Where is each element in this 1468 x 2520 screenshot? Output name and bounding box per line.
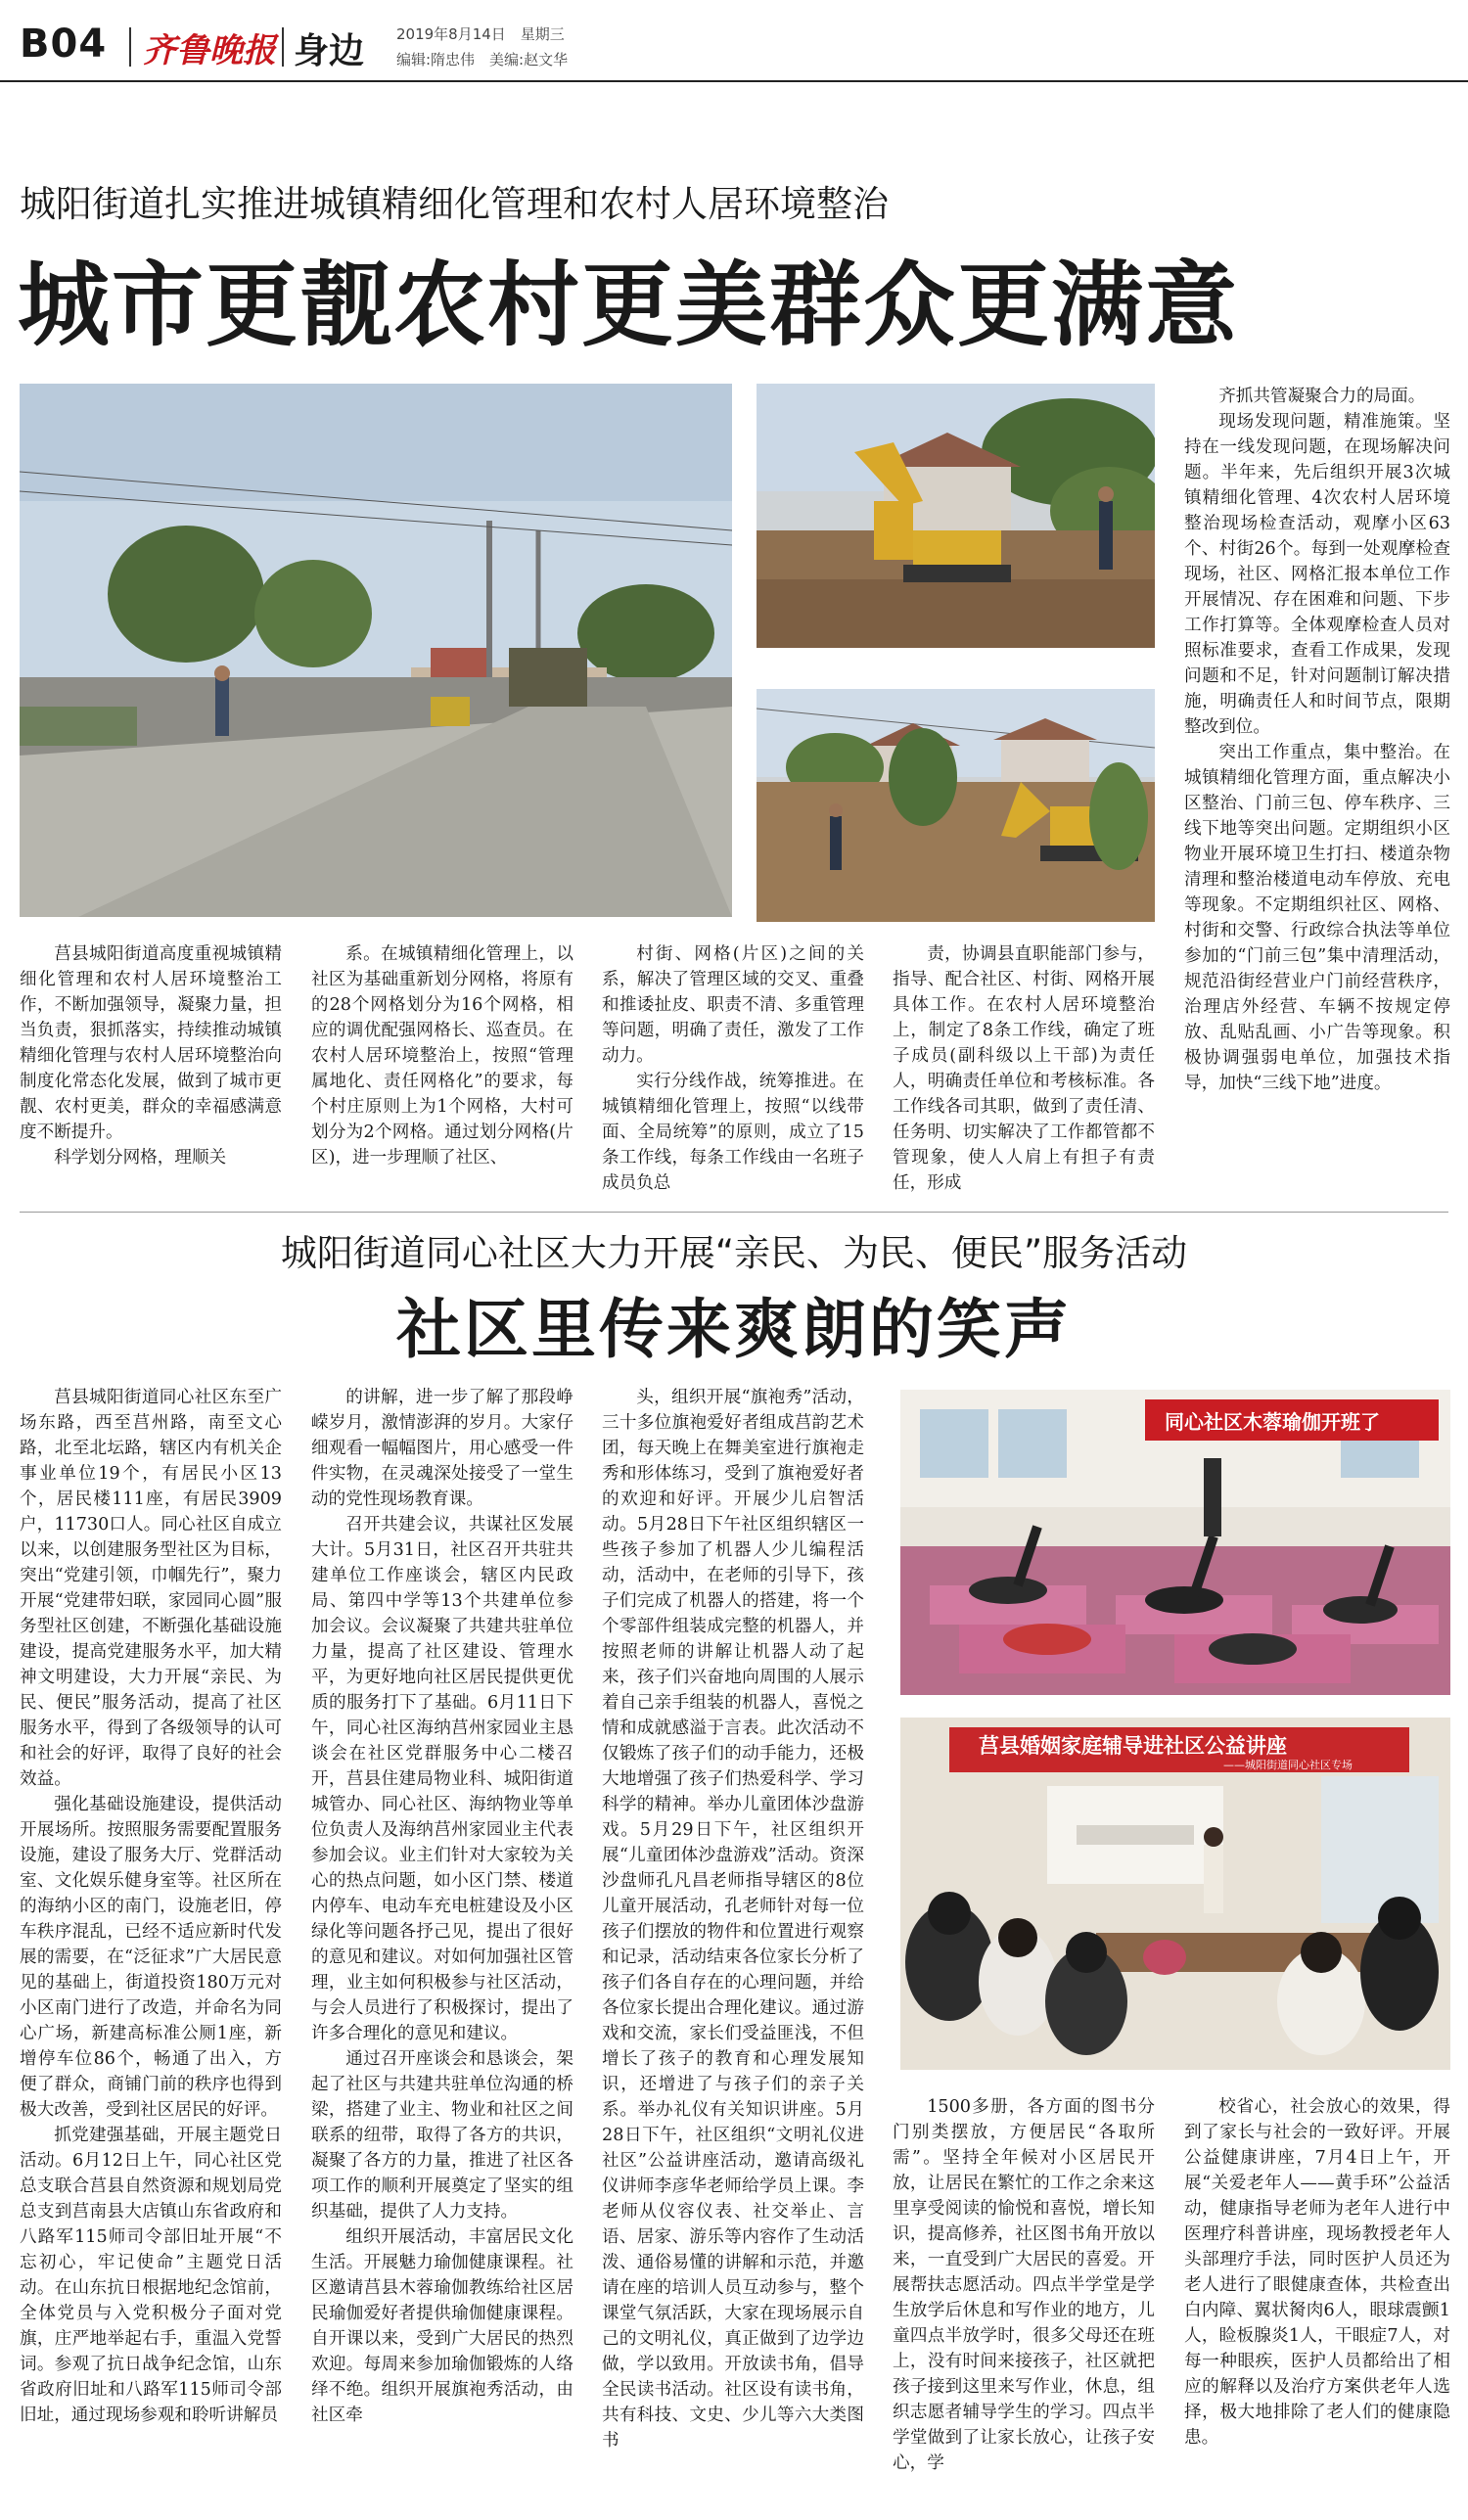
story2-kicker: 城阳街道同心社区大力开展“亲民、为民、便民”服务活动 xyxy=(280,1232,1188,1274)
photo-excavator-2 xyxy=(757,689,1155,922)
story-separator xyxy=(20,1212,1448,1213)
paragraph: 召开共建会议，共谋社区发展大计。5月31日，社区召开共驻共建单位工作座谈会，辖区内民政局、第四中学等13个共建单位参加会议。会议凝聚了共建共驻单位力量，提高了社区建设、管理水平，为更好地向社区居民提供更优质的服务打下了基础。6月11日下午，同心社区海纳莒州家园业主恳谈会在社区党群服务中心二楼召开，莒县住建局物业科、城阳街道城管办、同心社区、海纳物业等单位负责人及海纳莒州家园业主代表参加会议。业主们针对大家较为关心的热点问题，如小区门禁、楼道内停车、电动车充电桩建设及小区绿化等问题各抒己见，提出了很好的意见和建议。对如何加强社区管理，业主如何积极参与社区活动，与会人员进行了积极探讨，提出了许多合理化的意见和建议。 xyxy=(311,1515,573,2043)
photo-yoga-class xyxy=(900,1390,1450,1695)
yoga-banner-text: 同心社区木蓉瑜伽开班了 xyxy=(1165,1410,1380,1434)
story1-column-2: 系。在城镇精细化管理上，以社区为基础重新划分网格，将原有的28个网格划分为16个网格，相应的调优配强网格长、巡查员。在农村人居环境整治上，按照“管理属地化、责任网格化”的要求，每个村庄原则上为1个网格，大村可划分为2个网格。通过划分网格(片区)，进一步理顺了社区、 xyxy=(311,944,573,1168)
photo-excavator-1 xyxy=(757,384,1155,648)
photo-road-paving xyxy=(20,384,732,917)
lecture-banner-title: 莒县婚姻家庭辅导进社区公益讲座 xyxy=(979,1734,1287,1758)
story2-column-4: 1500多册，各方面的图书分门别类摆放，方便居民“各取所需”。坚持全年候对小区居民开放，让居民在繁忙的工作之余来这里享受阅读的愉悦和喜悦，增长知识，提高修养，社区图书角开放以来，一直受到广大居民的喜爱。开展帮扶志愿活动。四点半学堂是学生放学后休息和写作业的地方，儿童四点半放学时，很多父母还在班上，没有时间来接孩子，社区就把孩子接到这里来写作业，休息，组织志愿者辅导学生的学习。四点半学堂做到了让家长放心，让孩子安心，学 xyxy=(893,2097,1155,2473)
paragraph: 现场发现问题，精准施策。坚持在一线发现问题，在现场解决问题。半年来，先后组织开展3次城镇精细化管理、4次农村人居环境整治现场检查活动，观摩小区63个、村街26个。每到一处观摩检查现场，社区、网格汇报本单位工作开展情况、存在困难和问题、下步工作打算等。全体观摩检查人员对照标准要求，查看工作成果，发现问题和不足，针对问题制订解决措施，明确责任人和时间节点，限期整改到位。 xyxy=(1184,412,1450,737)
story1-column-3 xyxy=(602,941,864,1201)
paragraph: 通过召开座谈会和恳谈会，架起了社区与共建共驻单位沟通的桥梁，搭建了业主、物业和社区之间联系的纽带，取得了各方的共识，凝聚了各方的力量，推进了社区各项工作的顺利开展奠定了坚实的组织基础，提供了人力支持。 xyxy=(311,2049,573,2222)
masthead-rule xyxy=(0,80,1468,82)
paragraph: 村街、网格(片区)之间的关系，解决了管理区域的交叉、重叠和推诿扯皮、职责不清、多重管理等问题，明确了责任，激发了工作动力。 xyxy=(602,944,864,1066)
paragraph: 实行分线作战，统筹推进。在城镇精细化管理上，按照“以线带面、全局统筹”的原则，成立了15条工作线，每条工作线由一名班子成员负总 xyxy=(602,1072,864,1193)
divider xyxy=(282,27,284,67)
photo-lecture xyxy=(900,1718,1450,2070)
paragraph: 莒县城阳街道高度重视城镇精细化管理和农村人居环境整治工作，不断加强领导，凝聚力量，担当负责，狠抓落实，持续推动城镇精细化管理与农村人居环境整治向制度化常态化发展，做到了城市更靓、农村更美，群众的幸福感满意度不断提升。 xyxy=(20,944,282,1142)
paragraph: 抓党建强基础，开展主题党日活动。6月12日上午，同心社区党总支联合莒县自然资源和规划局党总支到莒南县大店镇山东省政府和八路军115师司令部旧址开展“不忘初心，牢记使命”主题党日活动。在山东抗日根据地纪念馆前，全体党员与入党积极分子面对党旗，庄严地举起右手，重温入党誓词。参观了抗日战争纪念馆，山东省政府旧址和八路军115师司令部旧址，通过现场参观和聆听讲解员 xyxy=(20,2126,282,2425)
paragraph: 突出工作重点，集中整治。在城镇精细化管理方面，重点解决小区整治、门前三包、停车秩序、三线下地等突出问题。定期组织小区物业开展环境卫生打扫、楼道杂物清理和整治楼道电动车停放、充电等现象。不定期组织社区、网格、村街和交警、行政综合执法等单位参加的“门前三包”集中清理活动，规范沿街经营业户门前经营秩序，治理店外经营、车辆不按规定停放、乱贴乱画、小广告等现象。积极协调强弱电单位，加强技术指导，加快“三线下地”进度。 xyxy=(1184,743,1450,1093)
story2-headline: 社区里传来爽朗的笑声 xyxy=(396,1292,1072,1367)
story2-column-3: 头，组织开展“旗袍秀”活动，三十多位旗袍爱好者组成莒韵艺术团，每天晚上在舞美室进行旗袍走秀和形体练习，受到了旗袍爱好者的欢迎和好评。开展少儿启智活动。5月28日下午社区组织辖区一些孩子参加了机器人少儿编程活动，活动中，在老师的引导下，孩子们完成了机器人的搭建，将一个个零部件组装成完整的机器人，并按照老师的讲解让机器人动了起来，孩子们兴奋地向周围的人展示着自己亲手组装的机器人，喜悦之情和成就感溢于言表。此次活动不仅锻炼了孩子们的动手能力，还极大地增强了孩子们热爱科学、学习科学的精神。举办儿童团体沙盘游戏。5月29日下午，社区组织开展“儿童团体沙盘游戏”活动。资深沙盘师孔凡昌老师指导辖区的8位儿童开展活动，孔老师针对每一位孩子们摆放的物件和位置进行观察和记录，活动结束各位家长分析了孩子们各自存在的心理问题，并给各位家长提出合理化建议。通过游戏和交流，家长们受益匪浅，不但增长了孩子的教育和心理发展知识，还增进了与孩子们的亲子关系。举办礼仪有关知识讲座。5月28日下午，社区组织“文明礼仪进社区”公益讲座活动，邀请高级礼仪讲师李彦华老师给学员上课。李老师从仪容仪表、社交举止、言语、居家、游乐等内容作了生动活泼、通俗易懂的讲解和示范，并邀请在座的培训人员互动参与，整个课堂气氛活跃，大家在现场展示自己的文明礼仪，真正做到了边学边做，学以致用。开放读书角，倡导全民读书活动。社区设有读书角，共有科技、文史、少儿等六大类图书 xyxy=(602,1388,864,2451)
paragraph: 的讲解，进一步了解了那段峥嵘岁月，激情澎湃的岁月。大家仔细观看一幅幅图片，用心感受一件件实物，在灵魂深处接受了一堂生动的党性现场教育课。 xyxy=(311,1388,573,1509)
divider xyxy=(129,27,131,67)
section-title: 身边 xyxy=(294,31,365,71)
date-line: 2019年8月14日 星期三 xyxy=(396,25,565,43)
paragraph: 齐抓共管凝聚合力的局面。 xyxy=(1218,387,1426,406)
paragraph: 强化基础设施建设，提供活动开展场所。按照服务需要配置服务设施，建设了服务大厅、党群活动室、文化娱乐健身室等。社区所在的海纳小区的南门，设施老旧，停车秩序混乱，已经不适应新时代发展的需要，在“泛征求”广大居民意见的基础上，街道投资180万元对小区南门进行了改造，并命名为同心广场，新建高标准公厕1座，新增停车位86个，畅通了出入，方便了群众，商铺门前的秩序也得到极大改善，受到社区居民的好评。 xyxy=(20,1795,282,2120)
lecture-banner-subtitle: ——城阳街道同心社区专场 xyxy=(1223,1759,1353,1771)
story2-column-1 xyxy=(20,1385,282,2498)
story1-column-4: 责，协调县直职能部门参与，指导、配合社区、村街、网格开展具体工作。在农村人居环境整治上，制定了8条工作线，确定了班子成员(副科级以上干部)为责任人，明确责任单位和考核标准。各工作线各司其职，做到了责任清、任务明、切实解决了工作都管都不管现象，使人人肩上有担子有责任，形成 xyxy=(893,944,1155,1193)
story1-kicker: 城阳街道扎实推进城镇精细化管理和农村人居环境整治 xyxy=(20,183,889,225)
paragraph: 莒县城阳街道同心社区东至广场东路，西至莒州路，南至文心路，北至北坛路，辖区内有机关企事业单位19个，有居民小区13个，居民楼111座，有居民3909户，11730口人。同心社区自成立以来，以创建服务型社区为目标，突出“党建引领，巾帼先行”，聚力开展“党建带妇联，家园同心圆”服务型社区创建，不断强化基础设施建设，提高党建服务水平，加大精神文明建设，大力开展“亲民、为民、便民”服务活动，提高了社区服务水平，得到了各级领导的认可和社会的好评，取得了良好的社会效益。 xyxy=(20,1388,282,1789)
story1-column-1 xyxy=(20,941,282,1201)
newspaper-logo: 齐鲁晚报 xyxy=(143,31,276,70)
page-number: B04 xyxy=(20,22,108,67)
editors-line: 编辑:隋忠伟 美编:赵文华 xyxy=(396,51,569,69)
story2-column-5: 校省心，社会放心的效果，得到了家长与社会的一致好评。开展公益健康讲座，7月4日上午，开展“关爱老年人——黄手环”公益活动，健康指导老师为老年人进行中医理疗科普讲座，现场教授老年人头部理疗手法，同时医护人员还为老人进行了眼健康查体，共检查出白内障、翼状胬肉6人，眼球震颤1人，睑板腺炎1人，干眼症7人，对每一种眼疾，医护人员都给出了相应的解释以及治疗方案供老年人选择，极大地排除了老人们的健康隐患。 xyxy=(1184,2097,1450,2448)
story1-column-5 xyxy=(1184,384,1450,1201)
paragraph: 组织开展活动，丰富居民文化生活。开展魅力瑜伽健康课程。社区邀请莒县木蓉瑜伽教练给社区居民瑜伽爱好者提供瑜伽健康课程。自开课以来，受到广大居民的热烈欢迎。每周来参加瑜伽锻炼的人络绎不绝。组织开展旗袍秀活动，由社区牵 xyxy=(311,2227,573,2425)
paragraph: 科学划分网格，理顺关 xyxy=(54,1148,227,1168)
masthead xyxy=(20,18,1448,74)
story2-column-2 xyxy=(311,1385,573,2498)
story1-headline: 城市更靓农村更美群众更满意 xyxy=(18,252,1240,359)
